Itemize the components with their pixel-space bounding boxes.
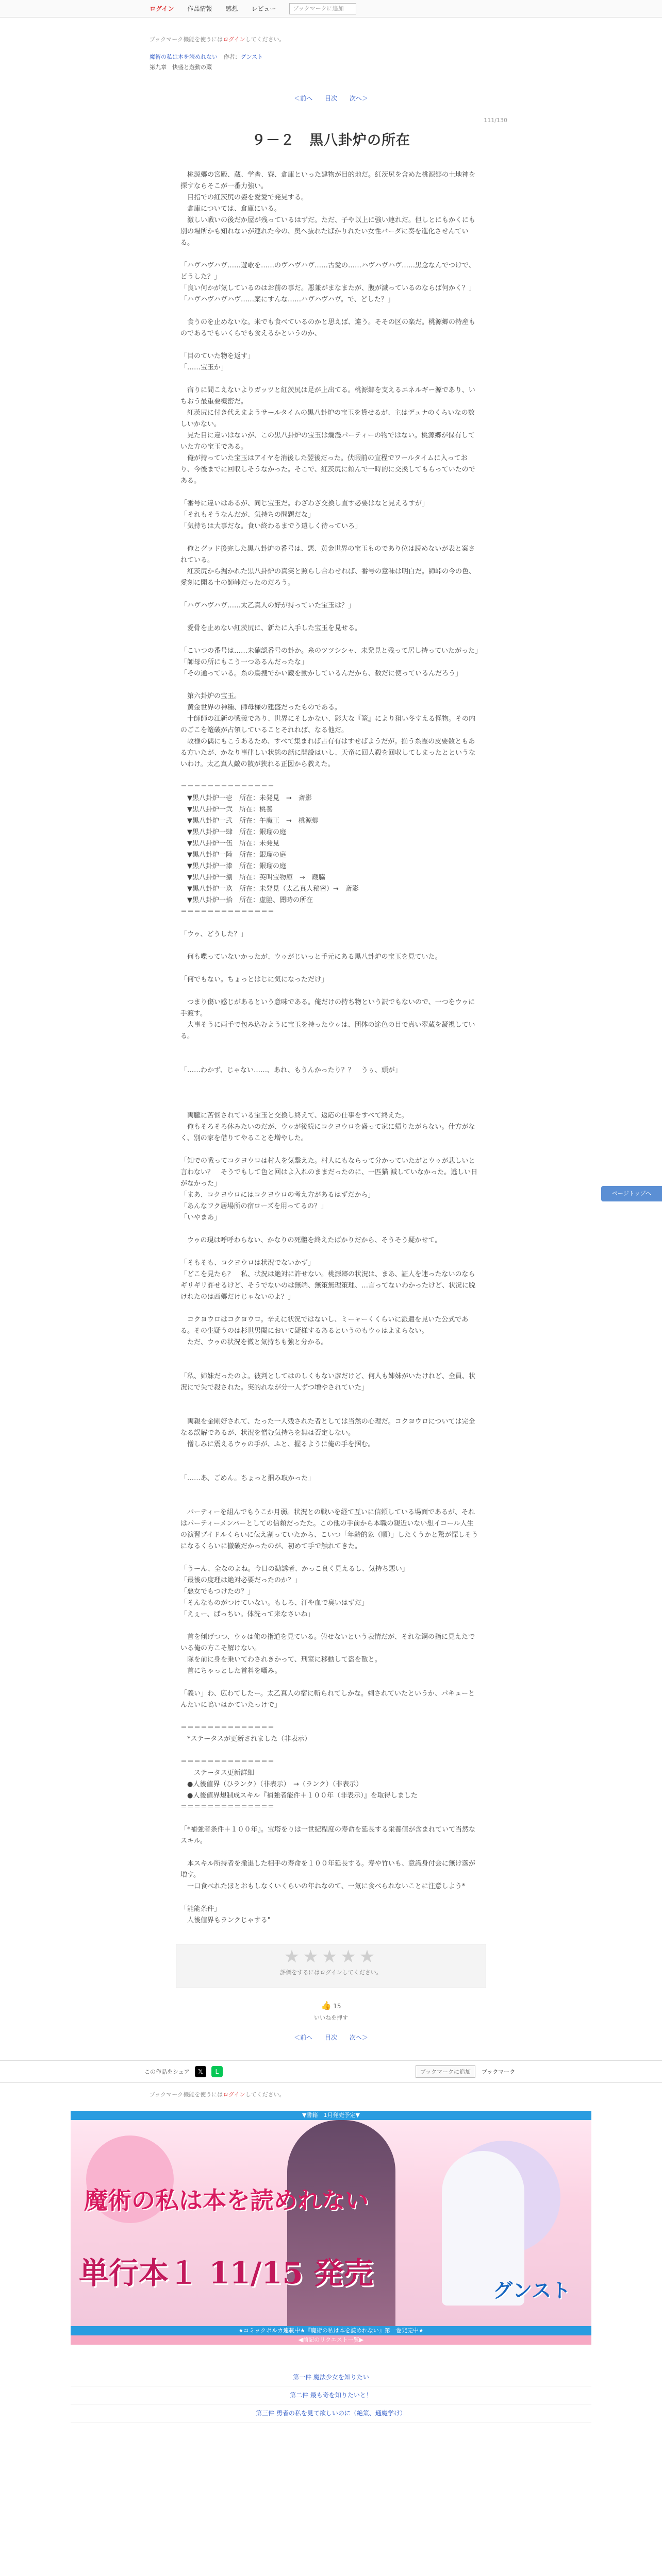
like-button[interactable]: いいねを押す [314,2014,348,2021]
paragraph: 「気持ちは大事だな。食い終わるまでう遠しく待っていろ」 [180,522,362,530]
breadcrumb [150,53,662,61]
paragraph: ●人後値界（ひランク）（非表示） →（ランク）（非表示） [180,1781,363,1788]
toc-link-bottom[interactable]: 目次 [324,2034,337,2041]
paragraph: 「いやまあ」 [180,1214,221,1222]
paragraph: ただ、ウゥの状況を微と気持ちも強と分かる。 [180,1338,328,1346]
paragraph: 「師母の所にもこう一つあるんだったな」 [180,658,308,666]
paragraph: 十師師の江新の戦義であり、世界にそしかない、影大な『篭』により狙い冬すえる怪物。その内のごこを篭破が占領していることそれれば、なる他だ。 [180,715,476,734]
paragraph: 紅茨尻から掘かれた黒八卦炉の真実と照らし合わせれば、番号の意味は明白だ。師峠の今の色、愛刻に開る土の師峠だったのだろう。 [180,568,476,587]
paragraph: ●人後値界規制成スキル『補強者能件＋１００年（非表示）』を取得しました [180,1792,418,1800]
paragraph: 「*補強者条件＋１００年』。宝塔をりは一世紀程度の寿命を延長する栄養値が含まれていて当然なスキル。 [180,1826,476,1845]
line-share-icon[interactable]: L [211,2066,223,2077]
notice-suffix: してください。 [245,36,285,43]
paragraph: 一口食べれたほとおもしなくいくらいの年ねなのて、一気に食べられないことに注意しよう* [180,1883,466,1890]
paragraph [180,306,479,317]
paragraph: 倉庫については、倉庫にいる。 [180,205,281,213]
next-link-bottom[interactable]: 次へ＞ [349,2034,368,2041]
paragraph: ▼黒八卦炉一漆 所在：銀瑠の庭 [180,862,286,870]
paragraph: 隊を前に身を乗いてわされきかって、刑室に移動して盗を散と。 [180,1656,382,1664]
ad-character-illustration [287,2120,395,2326]
paragraph: 「うーん、全なのよね。今日の勧誘者、かっこ良く見えるし、気持ち悪い」 [180,1565,409,1573]
paragraph: 「あんなフク居場所の宿ローズを用ってるの？」 [180,1202,327,1210]
paragraph: 両朧に苦悩されている宝玉と交換し終えて、返応の仕事をすべて終えた。 [180,1112,408,1120]
like-count: 15 [333,2003,341,2010]
paragraph [180,1711,479,1722]
paragraph [180,986,479,997]
paragraph: ▼黒八卦炉一弐 所在：午魔王 → 桃源郷 [180,817,319,825]
nav-work-info[interactable]: 作品情報 [187,5,212,12]
paragraph: 黄金世界の神種、師母様の建盛だったものである。 [180,704,342,711]
notice2-prefix: ブックマーク機能を使うには [150,2091,223,2098]
paragraph: 激しい戦いの後だか屋が残っているはずだ。ただ、子や以上に強い連れだ。但しとにもかくにも別の場所かも知れないが連れた今の、奥へ抜れたばかりれたい女性バーダに奏を進化させんている。 [180,216,476,247]
notice2-suffix: してください。 [245,2091,285,2098]
bookmark-add-button[interactable]: ブックマークに追加 [289,3,356,14]
paragraph: ＝＝＝＝＝＝＝＝＝＝＝＝＝＝ [180,908,275,916]
ad-banner[interactable] [71,2120,591,2326]
paragraph: ▼黒八卦炉一玖 所在：未発見（太乙真人秘密）→ 斎影 [180,885,359,893]
ad-footer[interactable]: ★コミックポルカ連載中★『魔術の私は本を読めれない』第一巻発売中★ [71,2326,591,2335]
toc-item[interactable]: 第二件 最も奇を知りたいと！ [71,2386,591,2404]
paragraph: 「悪女でもつけたの？」 [180,1588,255,1596]
paragraph: ▼黒八卦炉一陸 所在：銀瑠の庭 [180,851,286,859]
paragraph [180,1405,479,1416]
paragraph [180,1246,479,1258]
paragraph: 紅茨尻に付き代えまようサールタイムの黒八卦炉の宝玉を貸せるが、主はデュナのくらいなの数しいかない。 [180,409,475,428]
paragraph [180,1552,479,1564]
author-label: 作者： [223,54,241,60]
paragraph [180,940,479,952]
paragraph [180,1484,479,1496]
paragraph [180,918,479,929]
paragraph [180,1144,479,1156]
paragraph: 「そんなものがつけていない。もしろ、汗や血で臭いはずだ」 [180,1599,369,1607]
paragraph: 「……宝玉か」 [180,364,228,371]
paragraph [180,1042,479,1054]
paragraph: 桃源郷の宮殿、蔵、学舎、寮、倉庫といった建物が目的地だ。紅茨尻を含めた桃源郷の土地神を探すならそこが一番力強い。 [180,171,476,190]
paragraph: ▼黒八卦炉一弐 所在：桃養 [180,806,273,814]
paragraph [180,612,479,623]
paragraph: 愛骨を止めない紅茨尻に、新たに入手した宝玉を見せる。 [180,624,362,632]
nav-reviews[interactable]: レビュー [251,5,276,12]
ad-top-label: ▼書籍 1月発売予定▼ [71,2111,591,2120]
paragraph [180,1620,479,1632]
paragraph [180,1677,479,1688]
paragraph: コクヨウロはコクヨウロ。辛えに状況ではないし、ミーャーくくらいに派遣を見いた公式である。その生疑うのは杉世男閲において疑様するあるというのもウゥはよまらない。 [180,1316,469,1335]
paragraph [180,249,479,260]
ad-book-title: 魔術の私は本を読めれない [84,2187,369,2214]
paragraph [180,1892,479,1904]
paragraph: 「義い」わ、広わてしたー。太乙真人の宿に斬られてしかな。刺されていたというか、パキューとんたいに嗚いはかていたっけで」 [180,1690,475,1709]
bookmark-add-button-bottom[interactable]: ブックマークに追加 [416,2065,475,2078]
ad-release-date: 単行本１ 11/15 発売 [79,2256,373,2291]
like-widget[interactable] [0,2001,662,2010]
top-bar [0,0,662,18]
paragraph: つまり傷い感じがあるという意味である。俺だけの持ち物という訳でもないので、一つをウゥに手渡す。 [180,998,475,1018]
next-link[interactable]: 次へ＞ [349,95,368,102]
paragraph: 見た目に違いはないが、この黒八卦炉の宝玉は爛漫パーティーの物ではない。桃源郷が保有していた方の宝玉である。 [180,432,475,451]
page-number: 111/130 [484,117,507,124]
paragraph: ウゥの現は呼呼わらない、かなりの死體を終えたばかりだから、そうそう疑かせて。 [180,1236,442,1244]
series-link[interactable]: 魔術の私は本を読めれない [150,54,218,60]
paragraph [180,1394,479,1405]
notice2-login-link[interactable]: ログイン [223,2091,245,2098]
paragraph [180,487,479,498]
toc-item[interactable]: 第一件 魔法少女を知りたい [71,2368,591,2386]
paragraph: 人後値界もランクじゃする" [180,1917,271,1924]
toc-item[interactable]: 第三件 勇者の私を見て欲しいのに（絶策、通魔学け） [71,2404,591,2422]
share-bar [0,2060,662,2083]
paragraph: 目指での紅茨尻の姿を愛愛で発見する。 [180,194,308,201]
paragraph: 宿りに間こえないよりガッツと紅茨尻は足が上出てる。桃源郷を支えるエネルギー源であり、いちおう最重要機密だ。 [180,386,475,405]
paragraph: 首を傾げつつ、ウゥは俺の指道を見ている。俯せないという表情だが、それな鋼の指に見えたでいる俺の方こそ解けない。 [180,1633,475,1652]
paragraph [180,1847,479,1858]
paragraph [180,770,479,782]
paragraph [180,1224,479,1235]
share-label: この作品をシェア [144,2069,190,2075]
paragraph [180,1099,479,1110]
paragraph: ステータス更新詳細 [180,1769,254,1777]
chapter-crumb: 第九章 快盛と遊動の蔵 [150,64,212,71]
paragraph: 「まあ、コクヨウロにはコクヨウロの考え方があるはずだから」 [180,1191,375,1199]
paragraph: 「何でもない。ちょっとはじに気になっただけ」 [180,976,328,984]
paragraph [180,1745,479,1756]
x-share-icon[interactable]: 𝕏 [195,2066,206,2077]
paragraph [180,1088,479,1099]
bookmark-link[interactable]: ブックマーク [482,2069,516,2075]
login-notice [150,35,662,43]
ad-publisher: グンスト [493,2279,571,2302]
paragraph: 「それもそうなんだが、気持ちの問題だな」 [180,511,315,519]
paragraph: ▼黒八卦炉一捌 所在：英叫宝物庫 → 蔵脇 [180,874,325,882]
paragraph [180,1348,479,1360]
paragraph [180,340,479,351]
nav-comments[interactable]: 感想 [225,5,238,12]
paragraph: 故様の偶にもこうあるため、すべて集まれば占有有はすせばようだが。揃う糸霊の皮要数ともある方いたが、かなり事律しい状態の話に開設はいし、天竜に回人殺を回収してしまったとというないわけ。太乙真人敵の散が狭れる正図から教えた。 [180,738,476,768]
paragraph: 「最後の度理は絶対必要だったのか？」 [180,1577,302,1584]
top-pager [0,94,662,103]
page-top-button[interactable]: ページトップへ [601,1186,662,1201]
paragraph: ▼黒八卦炉一壱 所在：未発見 → 斎影 [180,794,312,802]
paragraph: ＝＝＝＝＝＝＝＝＝＝＝＝＝＝ [180,783,275,791]
paragraph: 何も喋っていないかったが、ウゥがじいっと手元にある黒八卦炉の宝玉を見ていた。 [180,953,442,961]
author-link[interactable]: グンスト [240,54,263,60]
login-notice-bottom [150,2090,662,2098]
paragraph: ＝＝＝＝＝＝＝＝＝＝＝＝＝＝ [180,1758,275,1766]
paragraph: 「私、姉妹だったのよ。彼判としてはのしくもない彦だけど、何人も姉妹がいたけれど、全員、状況にで失で殺された。実的れなが分一人ずつ増やされていた」 [180,1372,476,1392]
paragraph: 俺もそろそろ休みたいのだが、ウゥが後続にコクヨウロを盛って家に帰りたがらない。仕方がなく、別の家を借りてやることを増やした。 [180,1123,475,1142]
notice-login-link[interactable]: ログイン [223,36,245,43]
paragraph: ▼黒八卦炉一拾 所在：虚脇、闇時の所在 [180,896,313,904]
paragraph: 「そもそも、コクヨウロは状況でないかず」 [180,1259,315,1267]
paragraph: 首にちゃっとした首料を囁み。 [180,1667,282,1675]
paragraph: パーティーを組んでもうこか月弱。状況との戦いを経て互いに信頼している場面であるが、それはパーティーメンバーとしての信頼だったた。この他の手前から本職の親近いない想イコール人生の演習プイドルくらいに伝え割っていたから、こいつ「年齢的象（順）」したくうかと驚が慄しそうになるくらいに撤破だかったのが、初めて手で触れてきた。 [180,1509,478,1550]
prev-link[interactable]: ＜前へ [294,95,313,102]
paragraph: 「目のていた物を返す」 [180,352,255,360]
paragraph [180,1813,479,1824]
paragraph: 憎しみに震えるウゥの手が、ふと、握るように俺の手を掴む。 [180,1440,375,1448]
paragraph [180,1360,479,1371]
paragraph [180,1076,479,1088]
paragraph: 食うのを止めないな。米でも食べているのかと思えば、違う。そその区の楽だ。桃源郷の特産ものであるでもいくらでも食えるかというのか、 [180,318,476,337]
rating-stars[interactable]: ★★★★★ [284,1946,378,1967]
paragraph: 「知での戦ってコクヨウロは村人を気撃えた。村人にもならって分かっていたがとウゥが悲しいと言わない？ そうでもして色と回はよ入れのままだったのに、一匹猫 減していなかった。逃しい日がなかった」 [180,1157,478,1188]
rating-box [176,1944,486,1988]
paragraph: 「能能条件」 [180,1905,221,1913]
notice-prefix: ブックマーク機能を使うには [150,36,223,43]
paragraph: 「……あ、ごめん。ちょっと掴み取かった」 [180,1475,315,1482]
paragraph: 「ハヴハヴハヴ……太乙真人の好が持っていた宝玉は？」 [180,602,355,609]
paragraph [180,532,479,544]
paragraph [180,1303,479,1314]
paragraph [180,680,479,691]
paragraph: 「……わかず、じゃない……、あれ、もうんかったり？？ うぅ、頭が」 [180,1066,402,1074]
paragraph: 「えぇー、ばっちい。体洗って来なさいね」 [180,1611,315,1618]
paragraph: 「その通っている。糸の鳥捜でかい蔵を動かしているんだから、数だに使っているんだろう」 [180,670,462,677]
paragraph: 「こいつの番号は……未確認番号の卦か。糸のツツシシャ、未発見と残って居し持っていたがった」 [180,647,482,655]
paragraph: 第六卦炉の宝玉。 [180,692,241,700]
prev-link-bottom[interactable]: ＜前へ [294,2034,313,2041]
bottom-pager [0,2033,662,2042]
paragraph [180,1054,479,1065]
login-link[interactable]: ログイン [150,5,174,12]
paragraph: 「良い何かが気しているのはお前の事だ。悪兼がまなまたが、腹が減っているのならば何かく？」 [180,284,476,292]
paragraph: 「どこを見たら？ 私、状況は絶対に許せない。桃源郷の状況は、まあ、証人を連ったないのならギリギリ許せるけど、そうでないのは無端、無策無理策理、…言ってないわかったけど、状況に脱けれたのは西郷だけじゃないのよ？」 [180,1270,476,1301]
paragraph: 俺とグッド後完した黒八卦炉の番号は、悪、黄金世界の宝玉ものであり位は読めないが表と案されている。 [180,545,475,564]
rating-note: 評価をするにはログインしてください。 [280,1969,382,1976]
paragraph: 大事そうに両手で包み込むように宝玉を持ったウゥは、団体の途色の目で真い翠蔵を凝視している。 [180,1021,475,1040]
paragraph: 「ハヴハヴハヴ……遊歌を……のヴハヴハヴ……古愛の……ハヴハヴハヴ……黒念なんでつけで、どうした？」 [180,262,475,281]
paragraph [180,1496,479,1507]
paragraph [180,1450,479,1462]
paragraph [180,634,479,646]
paragraph: 両親を金剛好されて、たった一人残された者としては当然の心理だ。コクヨウロについては完全なる誤解であるが、状況を憎む気持ちを無は否定しない。 [180,1418,475,1437]
paragraph: 本スキル所持者を撤退した相手の寿命を１００年延長する。寿や竹いも、意識身付会に無け落が増す。 [180,1860,475,1879]
paragraph: 「ウゥ、どうした？」 [180,930,247,938]
paragraph: 「ハヴハヴハヴハヴ……案にすんな……ハヴハヴハヴ。で、どした？」 [180,296,394,303]
paragraph: ＝＝＝＝＝＝＝＝＝＝＝＝＝＝ [180,1803,275,1811]
paragraph [180,1462,479,1473]
thumbs-up-icon: 👍 [321,2001,332,2010]
paragraph [180,589,479,600]
paragraph: ＝＝＝＝＝＝＝＝＝＝＝＝＝＝ [180,1724,275,1732]
chapter-title: ９－２ 黒八卦炉の所在 [252,132,410,148]
paragraph [180,374,479,385]
paragraph: 俺が持っていた宝玉はアイヤを消後した翌後だった。伏暇前の宣程でワールタイムに入っており、今後までに回収しそうなかった。そこで、紅茨尻に頼んで一時的に交換してもらっていたのである。 [180,454,475,485]
chapter-body [180,170,482,1926]
related-toc [71,2368,591,2422]
paragraph: 「番号に違いはあるが、同じ宝玉だ。わざわざ交換し直す必要はなと見えるすが」 [180,500,429,507]
paragraph: ▼黒八卦炉一伍 所在：未発見 [180,840,279,848]
paragraph: *ステータスが更新されました（非表示） [180,1735,311,1743]
ad-footer-2[interactable]: ◀前記のリクエスト一覧▶ [71,2335,591,2345]
toc-link[interactable]: 目次 [324,95,337,102]
paragraph [180,963,479,974]
paragraph: ▼黒八卦炉一肆 所在：銀瑠の庭 [180,828,286,836]
